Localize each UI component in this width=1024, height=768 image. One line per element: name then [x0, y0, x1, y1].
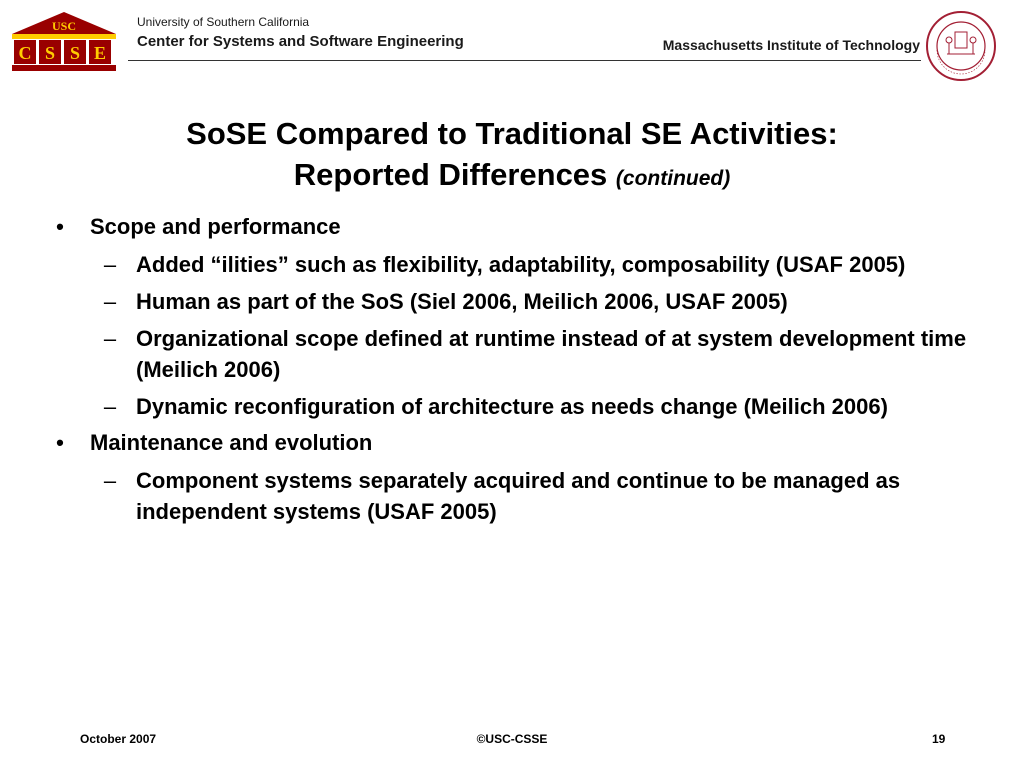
dash-marker: – — [103, 468, 117, 493]
bullet-marker: • — [56, 214, 64, 239]
sub-bullet-item — [50, 286, 970, 317]
sub-bullet-text: Human as part of the SoS (Siel 2006, Meilich 2006, USAF 2005) — [136, 289, 788, 314]
dash-marker: – — [103, 326, 117, 351]
header-divider — [128, 60, 921, 61]
footer-copyright: ©USC-CSSE — [476, 732, 548, 746]
sub-bullet-text: Organizational scope defined at runtime instead of at system development time (Meilich 2006) — [136, 326, 967, 382]
bullet-item — [50, 428, 970, 457]
bullet-text: Scope and performance — [90, 214, 341, 239]
dash-marker: – — [103, 289, 117, 314]
bullet-text: Maintenance and evolution — [90, 430, 373, 455]
sub-bullet-item — [50, 465, 970, 527]
bullet-item — [50, 212, 970, 241]
sub-bullet-text: Component systems separately acquired and continue to be managed as independent systems (USAF 2005) — [136, 468, 901, 524]
bullet-list — [50, 212, 970, 533]
dash-marker: – — [103, 252, 117, 277]
sub-bullet-text: Added “ilities” such as flexibility, adaptability, composability (USAF 2005) — [136, 252, 906, 277]
svg-text:E: E — [93, 43, 107, 63]
center-name: Center for Systems and Software Engineering — [137, 33, 464, 50]
sub-bullet-item — [50, 391, 970, 422]
title-line-2-text: Reported Differences — [293, 157, 608, 192]
university-name: University of Southern California — [137, 15, 310, 29]
svg-text:USC: USC — [51, 19, 77, 33]
slide-title — [0, 113, 1024, 199]
svg-text:C: C — [18, 43, 32, 63]
bullet-marker: • — [56, 430, 64, 455]
usc-csse-logo — [8, 10, 120, 74]
sub-bullet-text: Dynamic reconfiguration of architecture as needs change (Meilich 2006) — [136, 394, 888, 419]
dash-marker: – — [103, 394, 117, 419]
title-suffix: (continued) — [615, 167, 731, 190]
page-number: 19 — [932, 732, 946, 746]
svg-text:S: S — [44, 43, 56, 63]
footer-date: October 2007 — [80, 732, 157, 746]
mit-name: Massachusetts Institute of Technology — [662, 37, 920, 53]
title-line-2 — [0, 154, 1024, 199]
mit-seal-icon — [925, 10, 997, 82]
sub-bullet-item — [50, 323, 970, 385]
sub-bullet-item — [50, 249, 970, 280]
svg-text:S: S — [69, 43, 81, 63]
title-line-1: SoSE Compared to Traditional SE Activities: — [186, 116, 838, 151]
